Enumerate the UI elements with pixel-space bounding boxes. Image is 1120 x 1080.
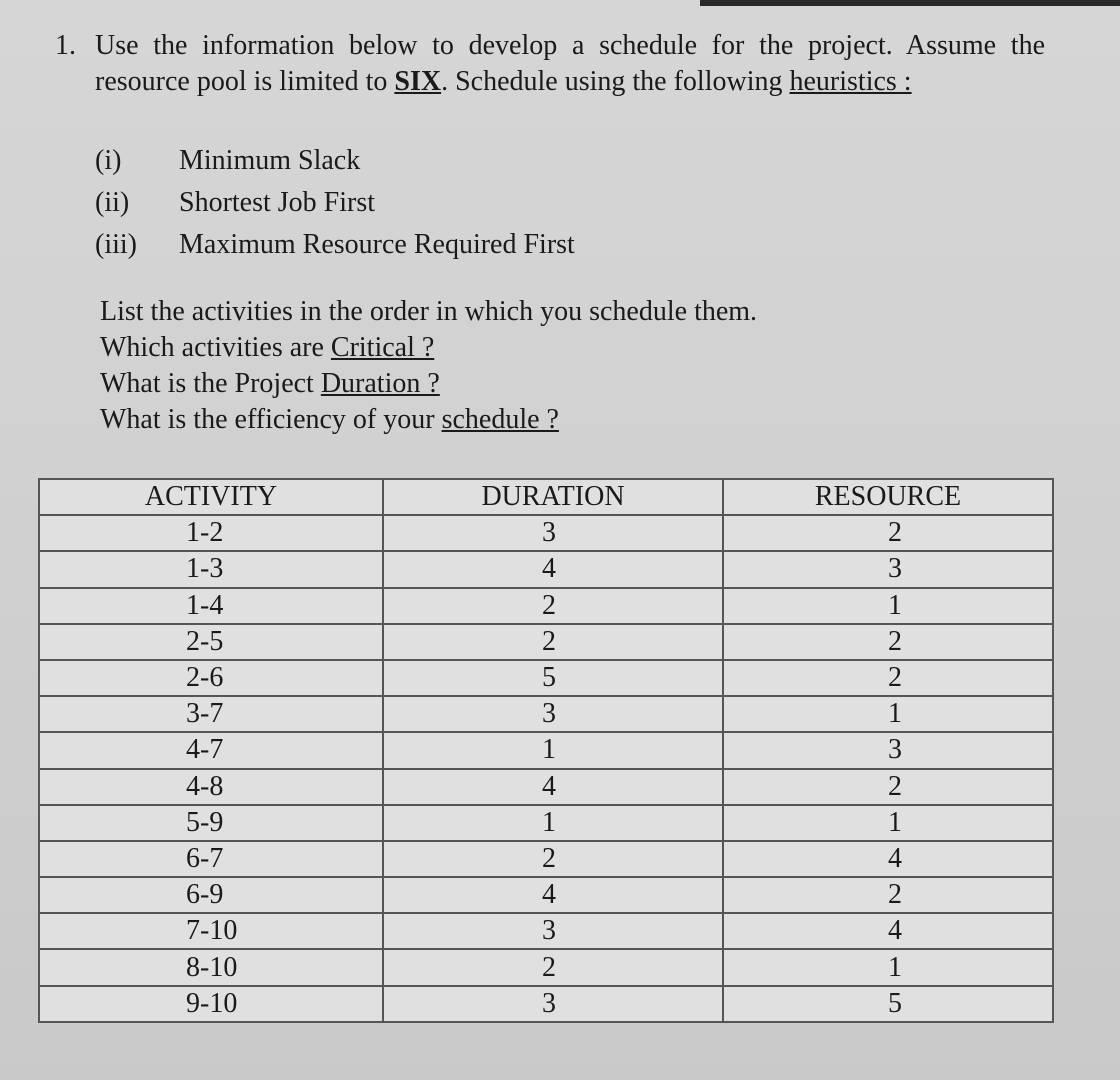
screen-edge-bar <box>700 0 1120 6</box>
heuristic-label: Minimum Slack <box>179 145 361 176</box>
resource-cell: 1 <box>723 949 1053 985</box>
heuristic-item <box>95 140 575 182</box>
resource-cell: 2 <box>723 877 1053 913</box>
duration-cell: 2 <box>383 949 723 985</box>
table-row <box>39 805 1053 841</box>
table-row <box>39 588 1053 624</box>
questions-block <box>100 294 757 438</box>
resource-cell: 2 <box>723 515 1053 551</box>
resource-cell: 4 <box>723 913 1053 949</box>
resource-cell: 2 <box>723 769 1053 805</box>
activity-cell: 3-7 <box>39 696 383 732</box>
table-row <box>39 877 1053 913</box>
table-row <box>39 732 1053 768</box>
question-duration <box>100 366 757 402</box>
duration-cell: 1 <box>383 805 723 841</box>
duration-cell: 1 <box>383 732 723 768</box>
question-critical <box>100 330 757 366</box>
activity-cell: 4-7 <box>39 732 383 768</box>
heuristics-list <box>95 140 575 266</box>
header-duration: DURATION <box>383 479 723 515</box>
table-row <box>39 696 1053 732</box>
duration-cell: 3 <box>383 696 723 732</box>
critical-link: Critical ? <box>330 332 435 363</box>
activity-cell: 8-10 <box>39 949 383 985</box>
duration-cell: 4 <box>383 551 723 587</box>
duration-cell: 4 <box>383 877 723 913</box>
heuristic-label: Maximum Resource Required First <box>179 229 575 260</box>
question-list-activities: List the activities in the order in which you schedule them. <box>100 296 758 327</box>
table-header-row <box>39 479 1053 515</box>
resource-cell: 1 <box>723 696 1053 732</box>
question-efficiency-prefix: What is the efficiency of your <box>100 404 442 435</box>
activity-table <box>38 478 1054 1023</box>
question-efficiency <box>100 402 757 438</box>
table-row <box>39 913 1053 949</box>
activity-cell: 9-10 <box>39 986 383 1022</box>
activity-cell: 5-9 <box>39 805 383 841</box>
table-row <box>39 660 1053 696</box>
activity-cell: 2-5 <box>39 624 383 660</box>
activity-cell: 1-3 <box>39 551 383 587</box>
question-intro <box>95 28 1045 100</box>
activity-cell: 1-2 <box>39 515 383 551</box>
activity-cell: 1-4 <box>39 588 383 624</box>
activity-cell: 6-7 <box>39 841 383 877</box>
activity-cell: 2-6 <box>39 660 383 696</box>
duration-cell: 2 <box>383 588 723 624</box>
heuristic-number: (iii) <box>95 229 137 260</box>
duration-cell: 3 <box>383 515 723 551</box>
table-row <box>39 515 1053 551</box>
activity-table-container <box>38 478 1052 1023</box>
resource-cell: 4 <box>723 841 1053 877</box>
table-row <box>39 551 1053 587</box>
heuristic-item <box>95 182 575 224</box>
heuristic-item <box>95 224 575 266</box>
header-resource: RESOURCE <box>723 479 1053 515</box>
resource-limit: SIX <box>394 66 442 97</box>
table-row <box>39 624 1053 660</box>
intro-text-2: . Schedule using the following <box>441 66 790 97</box>
resource-cell: 5 <box>723 986 1053 1022</box>
schedule-link: schedule ? <box>441 404 559 435</box>
resource-cell: 1 <box>723 588 1053 624</box>
duration-cell: 4 <box>383 769 723 805</box>
resource-cell: 2 <box>723 624 1053 660</box>
duration-cell: 2 <box>383 841 723 877</box>
table-row <box>39 986 1053 1022</box>
intro-text-1: Use the information below to develop a schedule for the project. Assume the resource pool is limited to <box>95 30 1045 97</box>
header-activity: ACTIVITY <box>39 479 383 515</box>
resource-cell: 1 <box>723 805 1053 841</box>
activity-cell: 6-9 <box>39 877 383 913</box>
heuristic-label: Shortest Job First <box>179 187 376 218</box>
heuristic-number: (i) <box>95 145 122 176</box>
question-number: 1. <box>55 30 76 61</box>
heuristics-word: heuristics : <box>789 66 912 97</box>
duration-cell: 3 <box>383 913 723 949</box>
table-row <box>39 841 1053 877</box>
duration-link: Duration ? <box>320 368 440 399</box>
resource-cell: 3 <box>723 732 1053 768</box>
resource-cell: 3 <box>723 551 1053 587</box>
activity-cell: 4-8 <box>39 769 383 805</box>
table-row <box>39 769 1053 805</box>
table-body <box>39 515 1053 1022</box>
activity-cell: 7-10 <box>39 913 383 949</box>
question-duration-prefix: What is the Project <box>100 368 321 399</box>
heuristic-number: (ii) <box>95 187 130 218</box>
table-row <box>39 949 1053 985</box>
duration-cell: 2 <box>383 624 723 660</box>
duration-cell: 3 <box>383 986 723 1022</box>
duration-cell: 5 <box>383 660 723 696</box>
resource-cell: 2 <box>723 660 1053 696</box>
question-critical-prefix: Which activities are <box>100 332 331 363</box>
